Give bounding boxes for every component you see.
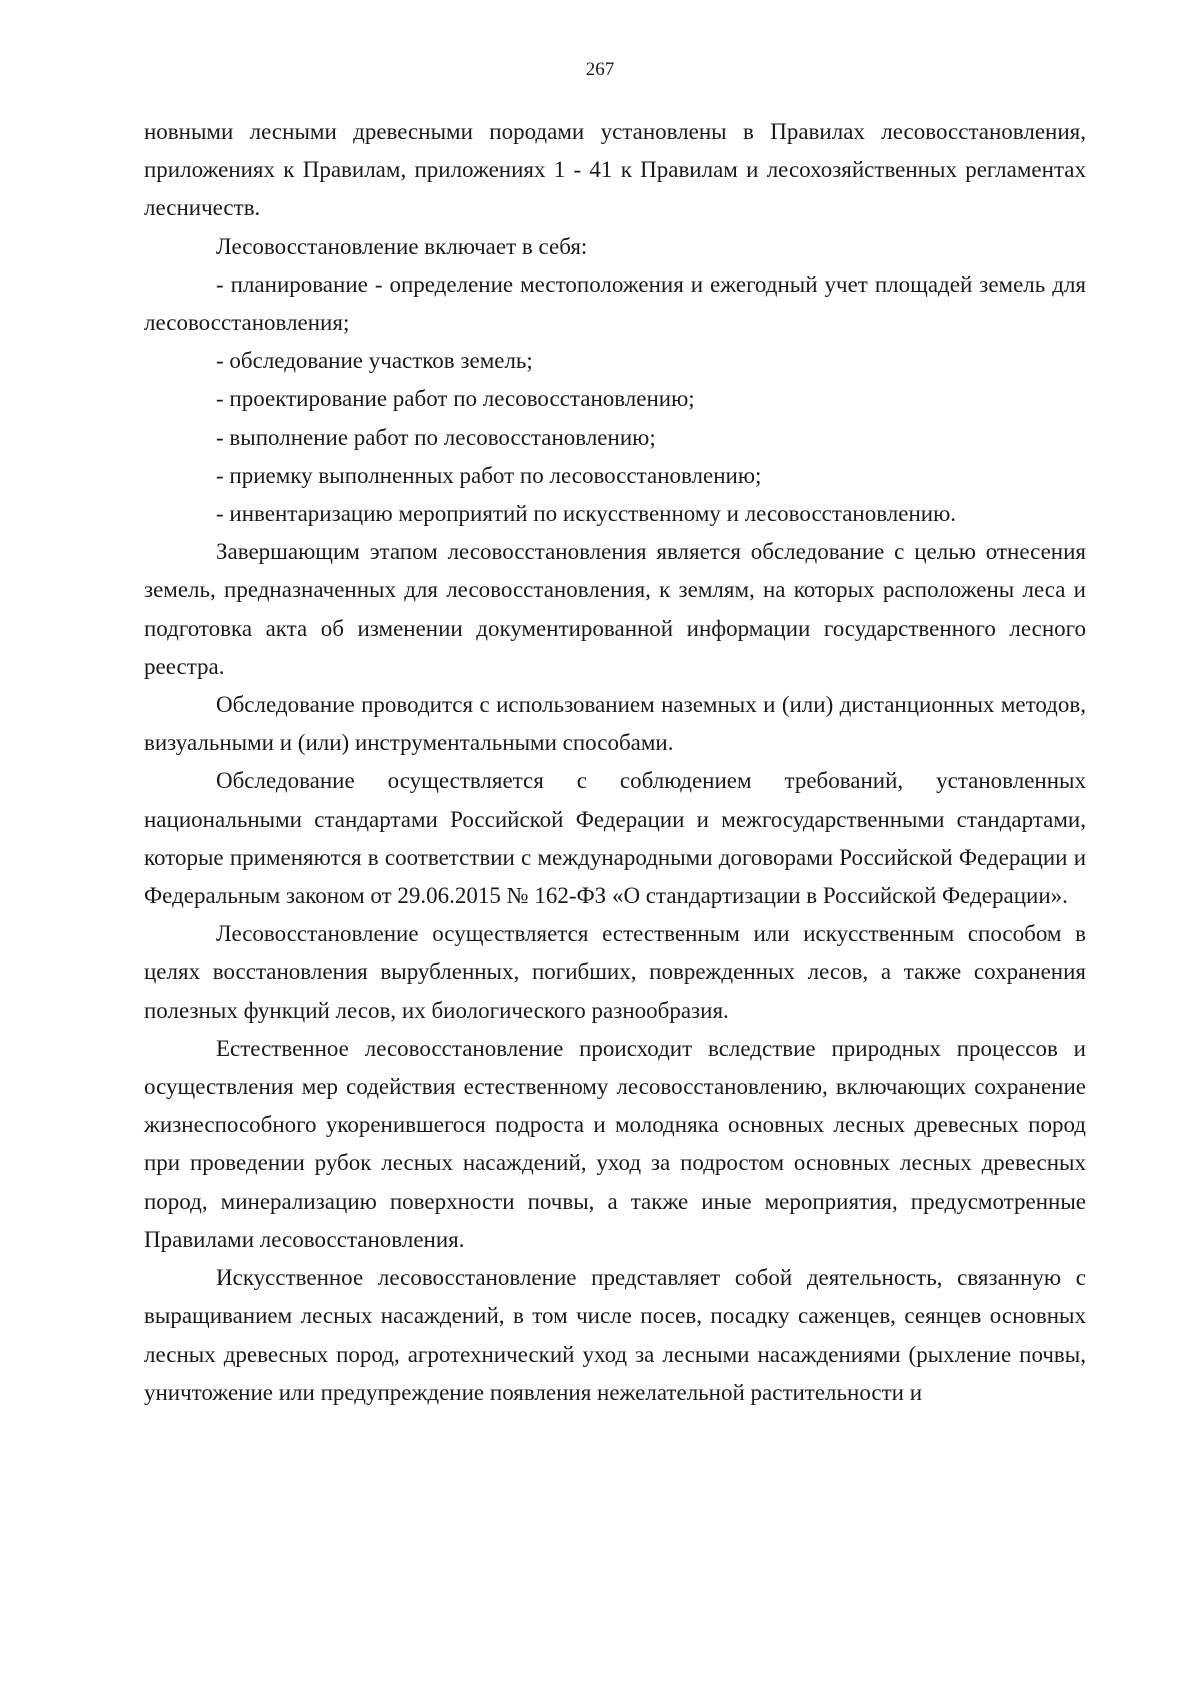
document-body — [144, 113, 1086, 1412]
page-number: 267 — [585, 59, 615, 80]
paragraph: Лесовосстановление осуществляется естественным или искусственным способом в целях восстановления вырубленных, погибших, поврежденных лесов, а также сохранения полезных функций лесов, их биологического разнообразия. — [144, 921, 1086, 1023]
paragraph: Искусственное лесовосстановление представляет собой деятельность, связанную с выращиванием лесных насаждений, в том числе посев, посадку саженцев, сеянцев основных лесных древесных пород, агротехнический уход за лесными насаждениями (рыхление почвы, уничтожение или предупреждение появления нежелательной растительности и — [144, 1265, 1086, 1405]
list-item: - приемку выполненных работ по лесовосстановлению; — [216, 462, 762, 488]
list-item: - выполнение работ по лесовосстановлению; — [216, 424, 656, 450]
paragraph: Естественное лесовосстановление происходит вследствие природных процессов и осуществления мер содействия естественному лесовосстановлению, включающих сохранение жизнеспособного укоренившегося подроста и молодняка основных лесных древесных пород при проведении рубок лесных насаждений, уход за подростом основных лесных древесных пород, минерализацию поверхности почвы, а также иные мероприятия, предусмотренные Правилами лесовосстановления. — [144, 1035, 1086, 1252]
paragraph: Обследование проводится с использованием наземных и (или) дистанционных методов, визуальными и (или) инструментальными способами. — [144, 692, 1086, 756]
list-item: - инвентаризацию мероприятий по искусственному и лесовосстановлению. — [216, 501, 957, 527]
paragraph: Завершающим этапом лесовосстановления является обследование с целью отнесения земель, предназначенных для лесовосстановления, к землям, на которых расположены леса и подготовка акта об изменении документированной информации государственного лесного реестра. — [144, 539, 1086, 679]
list-item: - планирование - определение местоположения и ежегодный учет площадей земель для лесовосстановления; — [144, 271, 1086, 336]
paragraph: Лесовосстановление включает в себя: — [216, 233, 588, 259]
list-item: - проектирование работ по лесовосстановлению; — [216, 386, 695, 412]
list-item: - обследование участков земель; — [216, 348, 533, 374]
paragraph: новными лесными древесными породами установлены в Правилах лесовосстановления, приложениях к Правилам, приложениях 1 - 41 к Правилам и лесохозяйственных регламентах лесничеств. — [144, 119, 1086, 221]
paragraph: Обследование осуществляется с соблюдением требований, установленных национальными стандартами Российской Федерации и межгосударственными стандартами, которые применяются в соответствии с международными договорами Российской Федерации и Федеральным законом от 29.06.2015 № 162-ФЗ «О стандартизации в Российской Федерации». — [144, 768, 1086, 909]
